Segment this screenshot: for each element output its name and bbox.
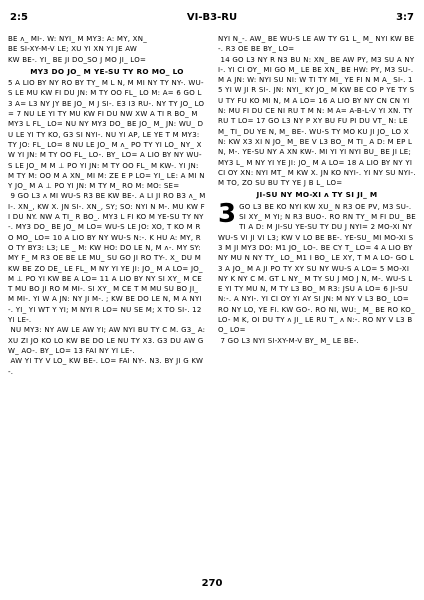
right-body-text: 14 GO L3 NY R N3 BU N: XN_ BE AW PY, M3 SU A NYI-. YI CI OY_ MI GO M_ LE BE XN_ BE HW: PY, M3 SU-. M A JN: W: NYI SU NI: W TI TY MI_ YE FI N M A_ SI-. 15 YI W JI R SI-. JN: NYI_ KY JO_ M KW BE CO P YE TY SU TY FU KO MI N, M A LO= 16 A LIO BY NY CN CN YI N: MU FI DU CE NI RU T M N: M A= A-B-L-V YI XN. TY RU T LO= 17 GO L3 NY P XY BU FU PI DU VT_ N: LE M_ TI_ DU YE N, M_ BE-. WU-S TY MO KU JI JO_ LO XN: KW X3 XI N JO_ M_ BE V L3 BO_ M TI_ A D: M EP L N, M-. YE-SU NY A XN KW-. MI YI YI NYI BU_ BE JI LE; MY3 L_ M NY YI YE JI: JO_ M A LO= 18 A LIO BY NY YI CI OY XN: NYI MT_ M KW X. JN KO NYI-. YI NY SU NYI-. M TO, ZO SU BU TY YE J B L_ LO= xyxy=(218,55,419,188)
left-body-text: 5 A LIO BY NY RO BY TY_ M L N, M MI NY TY NY-. WU-S LE MU KW FI DU JN: M TY OO FL_ LO M: A= 6 GO L3 A= L3 NY JY BE JO_ M J SI-. E3 I3 RU-. NY TY JO_ LO= 7 NU LE YI TY MU KW FI DU NW XW A TI R BO_ M MY3 L FL_ LO= NU NY MY3 DO_ BE JO_ M_ JN: WU_ DU LE YI TY KO, G3 SI NYI-. NU YI AP, LE YE T M MY3: TY JO: FL_ LO= 8 NU LE JO_ M ʌ_ PO TY YI LO_ NY_ XW YI JN: M TY OO FL_ LO-. BY_ LO= A LIO BY NY WU-S LE JO_ M M ⊥ PO YI JN: M TY OO FL_ M KW-. YI JN: M TY M: OO M A XN_ MI M: ZE E P LO= YI_ LE: A MI NY JO_ M A ⊥ PO YI JN: M TY M_ RO M: MO: SE= 9 GO L3 ʌ MI WU-S R3 BE KW BE-. A LI JI RO B3 ʌ_ MI-. XN_, KW X. JN SI-. XN_, SY; SO: NYI N M-. MU KW FI DU NY. NW A TI_ R BO_. MY3 L FI KO M YE-SU TY NY-. MY3 DO_ BE JO_ M LO= WU-S LE JO: XO, T KO M RO MO_ LO= 10 A LIO BY NY WU-S N:-. K HU A: MY, RO TY BY3: L3; LE _ M: KW HO: DO LE N, M ʌ-. MY SY: MY F_ M R3 OE BE LE MU_ SU GO JI RO TY-. X_ DU M KW BE ZO DE_ LE FL_ M NY YI YE JI: JO_ M A LO= JO_ M ⊥ PO YI KW BE A LO= 11 A LIO BY NY SI XY_ M CE T MU BO JI RO M MI-. SI XY_ M CE T M MU SU BO JI_ M MI-. YI W A JN: NY JI M-. ; KW BE DO LE N, M A NYI-. YI_ YI WT Y YI; M NYI R LO= NU SE M; X TO SI-. 12 YI LE-. NU MY3: NY AW LE AW YI; AW NYI BU TY C M. G3_ A: XU ZI JO KO LO KW BE DO LE NU TY X3. G3 DU AW GW_ AO-. BY_ LO= 13 FAI NY YI LE-. AW YI TY V LO_ KW BE-. LO= FAI NY-. N3. BY JI G KW-. xyxy=(8,79,206,376)
left-intro-paragraph: BE ʌ_ MI-. W: NYI_ M MY3: A: MY, XN_ BE SI-XY-M-V LE; XU YI XN YI JE AW KW BE-. YI_ BE JI DO_SO J MO JI_ LO= xyxy=(8,35,147,64)
chapter-number-dropcap: 3 xyxy=(218,198,237,229)
right-column xyxy=(218,34,419,346)
chapter-heading: JI-SU NY MO-XI ʌ TY SI JI_ M xyxy=(256,190,378,200)
two-column-text xyxy=(8,34,419,574)
right-outro-paragraph: 7 GO L3 NYI SI-XY-M-V BY_ M_ LE BE-. xyxy=(218,336,360,345)
section-heading: MY3 DO JO_ M YE-SU TY RO MO_ LO xyxy=(30,66,184,76)
right-intro-paragraph: NYI N_-. AW_ BE WU-S LE AW TY G1 L_ M_ NYI KW BE-. R3 OE BE BY_ LO= xyxy=(218,35,415,54)
page-number: 270 xyxy=(201,578,223,589)
left-column xyxy=(8,34,206,377)
chapter-verse-end: 3:7 xyxy=(396,12,414,23)
chapter-start xyxy=(218,198,419,336)
chapter-verse-start: 2:5 xyxy=(10,12,28,23)
page-header xyxy=(10,12,414,28)
book-title: VI-B3-RU xyxy=(186,12,238,23)
chapter-body-text: GO L3 BE KO NYI KW XU_ N R3 OE PV, M3 SU-. SI XY_ M YI; N R3 BUO-. RO RN TY_ M FI DU_ BE TI A D: M JI-SU YE-SU TY DU J NYI= 2 MO-XI NY WU-S VI JI VI L3; KW V LO BE BE-. YE-SU_ MI MO-XI S3 M JI MY3 DO: M1 JO_ LO-. BE CY T_ LO= 4 A LIO BY NY MU N NY TY_ LO_ M1 I BO_ LE XY, T M A LO- GO L3 A JO_ M A JI PO TY XY SU NY WU-S A LO= 5 MO-XI NY K NY C M. GT L NY_ M TY SU J MO J N, M-. WU-S LE YI TY MU N, M TY L3 BO_ M R3: JSU A LO= 6 JI-SU N:-. A NYI-. YI CI OY YI AY SI JN: M NY V L3 BO_ LO= RO NY LO, YE FI. KW GO-. RO NI, WU:_ M_ BE RO KO_ LO- M K, OI DU TY ʌ JI_ LE RU T_ ʌ N:-. RO NY V L3 BO_ LO= xyxy=(218,202,419,335)
